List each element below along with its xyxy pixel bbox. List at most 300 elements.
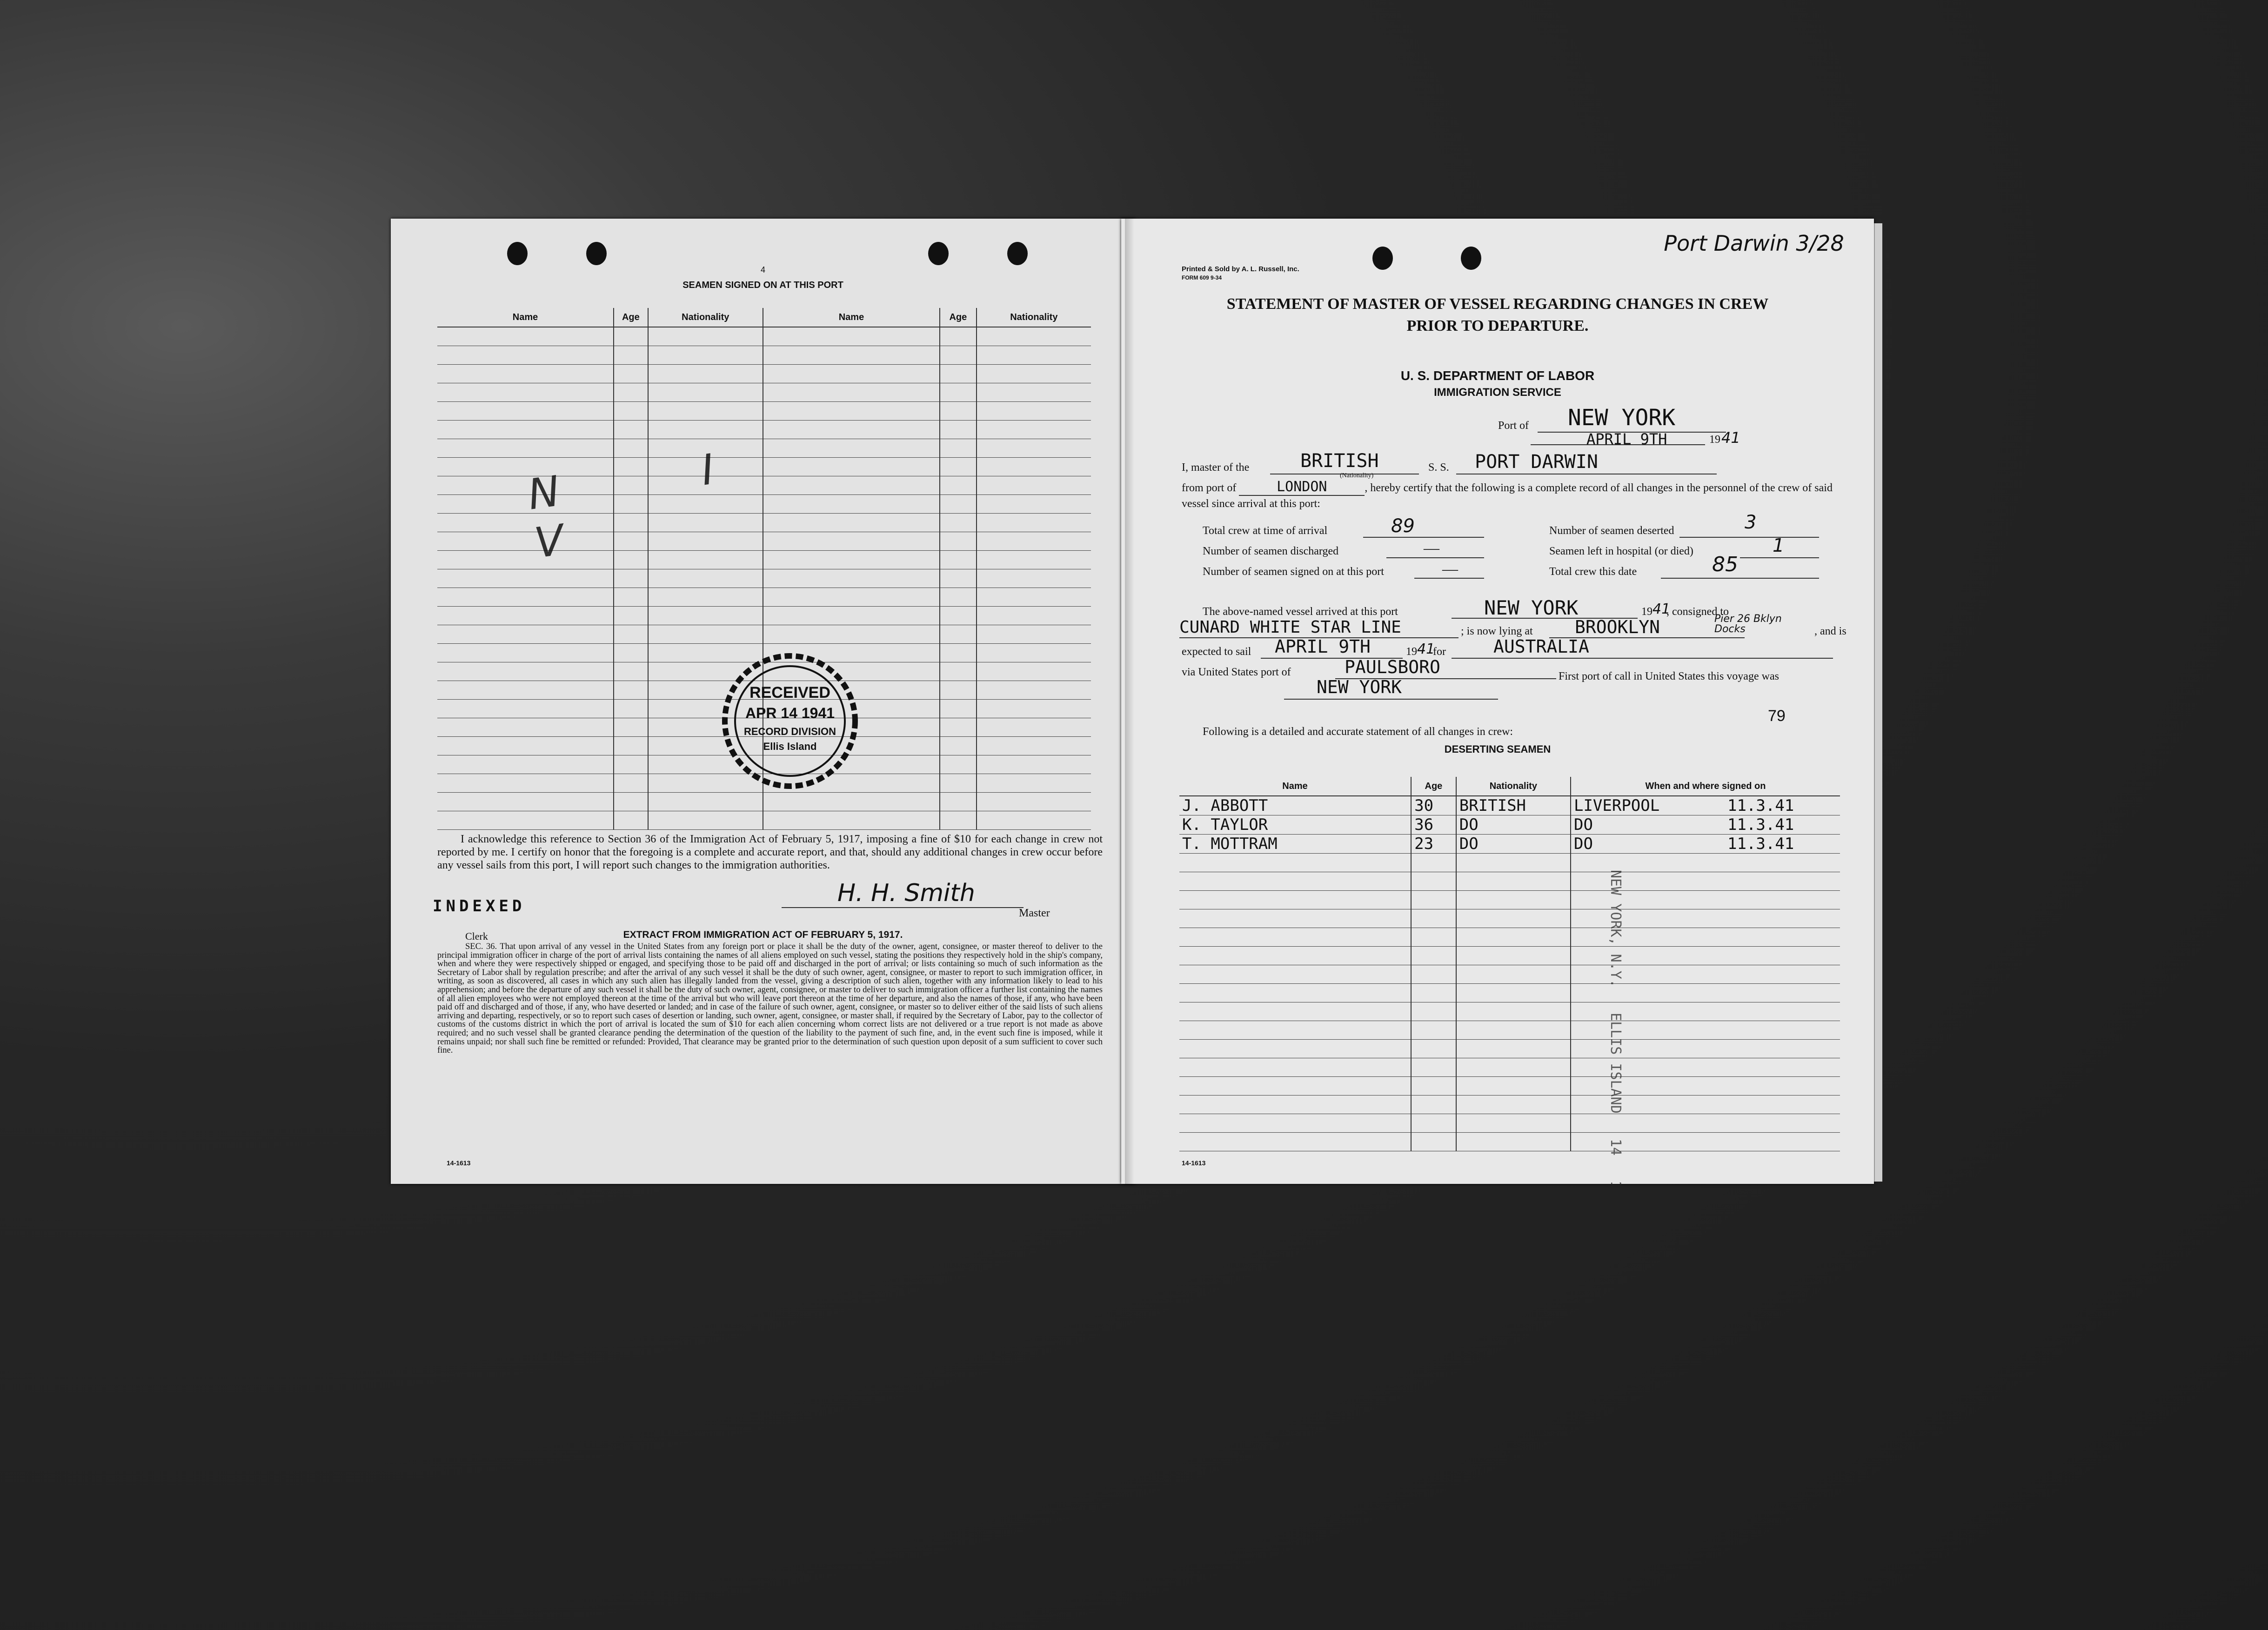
table-row: [1179, 1096, 1840, 1114]
hospital-label: Seamen left in hospital (or died): [1549, 545, 1693, 557]
table-cell: [977, 774, 1091, 793]
table-cell: [648, 625, 763, 644]
table-row: [1179, 1040, 1840, 1058]
cell-nationality: [1456, 947, 1571, 965]
table-row: [437, 383, 1091, 402]
table-cell: [437, 811, 614, 830]
table-cell: [977, 365, 1091, 383]
table-cell: [940, 700, 977, 718]
table-row: [437, 588, 1091, 607]
table-row: [437, 327, 1091, 346]
cell-age: [1411, 947, 1456, 965]
table-cell: [614, 365, 648, 383]
table-row: [1179, 854, 1840, 872]
cell-age: [1411, 1021, 1456, 1040]
table-row: [1179, 872, 1840, 891]
table-cell: [437, 439, 614, 458]
total-arrival-label: Total crew at time of arrival: [1203, 525, 1328, 537]
sail-year: 41: [1417, 641, 1435, 657]
col-nationality: Nationality: [1456, 777, 1571, 796]
cell-nationality: [1456, 1133, 1571, 1151]
col-when-where: When and where signed on: [1571, 777, 1840, 796]
table-row: [437, 365, 1091, 383]
first-call-label: First port of call in United States this voyage was: [1559, 670, 1779, 682]
table-cell: [437, 700, 614, 718]
table-cell: [614, 402, 648, 421]
year-prefix: 19: [1709, 434, 1720, 446]
table-cell: [437, 607, 614, 625]
arrived-year: 41: [1652, 601, 1671, 617]
page-number: 4: [761, 265, 766, 274]
cell-nationality: [1456, 1096, 1571, 1114]
table-row: [1179, 796, 1840, 815]
table-cell: [437, 625, 614, 644]
table-cell: [648, 365, 763, 383]
cell-age: [1411, 965, 1456, 984]
year-value: 41: [1721, 429, 1740, 447]
table-cell: [940, 607, 977, 625]
arrived-label: The above-named vessel arrived at this port: [1203, 606, 1398, 618]
page-edge: [1874, 223, 1882, 1182]
punch-hole: [507, 242, 528, 265]
service: IMMIGRATION SERVICE: [1434, 386, 1561, 399]
signed-on-place: LIVERPOOL: [1573, 796, 1660, 815]
cell-name: [1179, 1096, 1411, 1114]
acknowledgement-text: I acknowledge this reference to Section 36 of the Immigration Act of February 5, 1917, imposing a fine of $10 for each change in crew not reported by me. I certify on honor that the foregoing is a complete and accurate report, and that, should any additional changes in crew occur before any vessel sails from this port, I will report such changes to the immigration authorities.: [437, 833, 1103, 871]
table-row: [437, 421, 1091, 439]
cell-age: [1411, 891, 1456, 909]
table-cell: [977, 755, 1091, 774]
cell-name: T. MOTTRAM: [1179, 835, 1411, 854]
nationality-value: BRITISH: [1300, 450, 1379, 472]
master-label: Master: [1019, 907, 1050, 919]
via-port: PAULSBORO: [1345, 657, 1440, 677]
col-age: Age: [1411, 777, 1456, 796]
table-cell: [977, 644, 1091, 662]
cell-nationality: [1456, 965, 1571, 984]
cell-nationality: [1456, 1002, 1571, 1021]
table-cell: [437, 793, 614, 811]
table-cell: [940, 625, 977, 644]
table-cell: [977, 625, 1091, 644]
table-cell: [614, 700, 648, 718]
signed-on-date: 11.3.41: [1727, 815, 1794, 834]
cell-when-where: [1571, 815, 1840, 835]
right-page: [1121, 219, 1874, 1223]
from-port-label: from port of: [1182, 482, 1237, 494]
table-cell: [977, 662, 1091, 681]
table-row: [437, 607, 1091, 625]
table-row: [437, 793, 1091, 811]
table-cell: [437, 383, 614, 402]
cell-name: [1179, 854, 1411, 872]
discharged-value: —: [1424, 540, 1439, 557]
table-cell: [940, 327, 977, 346]
for-label: for: [1433, 646, 1446, 658]
cell-nationality: [1456, 1021, 1571, 1040]
table-cell: [763, 383, 940, 402]
table-cell: [977, 421, 1091, 439]
table-cell: [614, 737, 648, 755]
cell-name: [1179, 909, 1411, 928]
table-cell: [614, 421, 648, 439]
table-cell: [940, 346, 977, 365]
table-cell: [977, 793, 1091, 811]
table-cell: [763, 532, 940, 551]
sail-year-prefix: 19: [1406, 646, 1417, 658]
table-cell: [437, 644, 614, 662]
signed-on-date: 11.3.41: [1727, 796, 1794, 815]
deserted-value: 3: [1745, 512, 1757, 533]
table-cell: [763, 551, 940, 569]
cell-age: [1411, 872, 1456, 891]
table-cell: [437, 588, 614, 607]
table-cell: [614, 383, 648, 402]
col-age: Age: [614, 308, 648, 327]
consigned-label: , consigned to: [1666, 606, 1729, 618]
table-cell: [763, 402, 940, 421]
table-cell: [940, 737, 977, 755]
table-cell: [977, 458, 1091, 476]
certify-text: , hereby certify that the following is a complete record of all changes in the personnel of the crew of said vessel since arrival at this port:: [1182, 482, 1833, 510]
table-cell: [614, 774, 648, 793]
table-row: [1179, 1021, 1840, 1040]
corner-note: Port Darwin 3/28: [1664, 231, 1844, 256]
cell-age: [1411, 1096, 1456, 1114]
cell-age: 36: [1411, 815, 1456, 835]
cell-nationality: [1456, 928, 1571, 947]
cell-name: [1179, 928, 1411, 947]
table-cell: [940, 421, 977, 439]
cell-name: [1179, 1021, 1411, 1040]
deserted-label: Number of seamen deserted: [1549, 525, 1674, 537]
table-cell: [940, 495, 977, 514]
table-row: [437, 569, 1091, 588]
cell-age: [1411, 854, 1456, 872]
cell-nationality: [1456, 872, 1571, 891]
signed-on-date: 11.3.41: [1727, 835, 1794, 853]
cell-name: [1179, 984, 1411, 1002]
table-cell: [940, 793, 977, 811]
table-row: [1179, 891, 1840, 909]
table-row: [1179, 1133, 1840, 1151]
table-cell: [614, 681, 648, 700]
table-cell: [940, 774, 977, 793]
table-cell: [763, 607, 940, 625]
col-nationality: Nationality: [648, 308, 763, 327]
table-cell: [977, 811, 1091, 830]
cell-age: [1411, 928, 1456, 947]
port-value: NEW YORK: [1568, 405, 1676, 431]
table-cell: [614, 793, 648, 811]
hospital-value: 1: [1773, 535, 1785, 556]
table-row: [437, 346, 1091, 365]
statement-subtitle: PRIOR TO DEPARTURE.: [1406, 317, 1589, 334]
table-cell: [437, 365, 614, 383]
col-nationality: Nationality: [977, 308, 1091, 327]
cell-name: [1179, 1114, 1411, 1133]
cell-nationality: [1456, 1040, 1571, 1058]
expected-label: expected to sail: [1182, 646, 1251, 658]
lying-value: BROOKLYN: [1575, 617, 1660, 637]
table-cell: [614, 644, 648, 662]
cell-name: [1179, 891, 1411, 909]
table-cell: [763, 346, 940, 365]
extract-title: EXTRACT FROM IMMIGRATION ACT OF FEBRUARY 5, 1917.: [623, 929, 903, 940]
table-cell: [940, 681, 977, 700]
table-row: [1179, 947, 1840, 965]
table-row: [1179, 909, 1840, 928]
page-fold: [1125, 219, 1134, 1184]
table-cell: [763, 811, 940, 830]
cell-age: 23: [1411, 835, 1456, 854]
table-cell: [648, 551, 763, 569]
table-cell: [614, 811, 648, 830]
table-cell: [614, 327, 648, 346]
cell-age: [1411, 1133, 1456, 1151]
punch-hole: [1007, 242, 1028, 265]
table-cell: [437, 662, 614, 681]
cell-when-where: [1571, 796, 1840, 815]
table-cell: [940, 383, 977, 402]
col-age: Age: [940, 308, 977, 327]
cell-nationality: [1456, 891, 1571, 909]
table-cell: [437, 421, 614, 439]
printer-line: Printed & Sold by A. L. Russell, Inc.: [1182, 265, 1299, 273]
first-call-value: NEW YORK: [1317, 677, 1402, 697]
cell-name: [1179, 947, 1411, 965]
extract-text: SEC. 36. That upon arrival of any vessel in the United States from any foreign port or place it shall be the duty of the owner, agent, consignee, or master thereof to deliver to the principal immigration officer in charge of the port of arrival lists containing the names of all aliens employed on such vessel, stating the positions they respectively hold in the ship's company, when and where they were respectively shipped or engaged, and specifying those to be paid off and discharged in the port of arrival; or lists containing so much of such information as the Secretary of Labor shall by regulation prescribe; and after the arrival of any such vessel it shall be the duty of such owner, agent, consignee, or master to report to such immigration officer, in writing, as soon as discovered, all cases in which any such alien has illegally landed from the vessel, giving a description of such alien, together with any information likely to lead to his apprehension; and before the departure of any such vessel it shall be the duty of such owner, agent, consignee, or master to deliver to such immigration officer a further list containing the names of all alien employees who were not employed thereon at the time of the arrival but who will leave port thereon at the time of her departure, and also the names of those, if any, who have been paid off and discharged and of those, if any, who have deserted or landed; and in case of the failure of such owner, agent, consignee, or master so to deliver either of the said lists of such aliens arriving and departing, respectively, or so to report such cases of desertion or landing, such owner, agent, consignee, or master shall, if required by the Secretary of Labor, pay to the collector of customs of the customs district in which the port of arrival is located the sum of $10 for each alien concerning whom correct lists are not delivered or a true report is not made as above required; and no such vessel shall be granted clearance pending the determination of the question of the liability to the payment of such fine, and, in the event such fine is imposed, while it remains unpaid; nor shall such fine be remitted or refunded: Provided, That clearance may be granted prior to the determination of such question upon deposit of a sum sufficient to cover such fine.: [437, 942, 1103, 1055]
table-cell: [940, 662, 977, 681]
consignee: CUNARD WHITE STAR LINE: [1179, 618, 1401, 637]
stamp-location: Ellis Island: [763, 741, 817, 752]
table-cell: [940, 365, 977, 383]
cell-name: [1179, 1077, 1411, 1096]
cell-name: J. ABBOTT: [1179, 796, 1411, 815]
table-cell: [977, 700, 1091, 718]
table-cell: [940, 439, 977, 458]
table-cell: [614, 346, 648, 365]
table-cell: [940, 644, 977, 662]
cell-when-where: [1571, 854, 1840, 872]
cell-nationality: [1456, 1077, 1571, 1096]
cell-name: [1179, 1002, 1411, 1021]
table-row: [1179, 1114, 1840, 1133]
report-date: APRIL 9TH: [1586, 430, 1667, 448]
cell-nationality: [1456, 1114, 1571, 1133]
arrived-year-prefix: 19: [1641, 606, 1652, 618]
destination: AUSTRALIA: [1493, 636, 1589, 657]
table-cell: [977, 346, 1091, 365]
table-cell: [648, 588, 763, 607]
table-row: [437, 402, 1091, 421]
table-cell: [437, 737, 614, 755]
table-cell: [940, 532, 977, 551]
ss-label: S. S.: [1428, 461, 1449, 474]
table-cell: [437, 402, 614, 421]
table-cell: [977, 495, 1091, 514]
table-row: [1179, 1002, 1840, 1021]
stamp-division: RECORD DIVISION: [743, 726, 836, 737]
cell-name: [1179, 1040, 1411, 1058]
table-cell: [977, 681, 1091, 700]
cell-age: [1411, 984, 1456, 1002]
table-cell: [614, 588, 648, 607]
cell-age: [1411, 1002, 1456, 1021]
table-cell: [977, 551, 1091, 569]
indexed-stamp: INDEXED: [433, 897, 526, 915]
page-title: SEAMEN SIGNED ON AT THIS PORT: [682, 280, 843, 290]
table-cell: [648, 569, 763, 588]
cell-age: [1411, 1058, 1456, 1077]
table-cell: [437, 755, 614, 774]
table-cell: [648, 607, 763, 625]
table-cell: [648, 346, 763, 365]
cell-nationality: [1456, 854, 1571, 872]
table-row: [1179, 835, 1840, 854]
lying-label: ; is now lying at: [1461, 625, 1533, 637]
table-row: [437, 551, 1091, 569]
table-row: [1179, 1077, 1840, 1096]
table-row: [1179, 815, 1840, 835]
cell-name: [1179, 965, 1411, 984]
punch-hole: [1461, 247, 1481, 270]
table-cell: [977, 327, 1091, 346]
table-cell: [437, 346, 614, 365]
table-cell: [940, 402, 977, 421]
cell-nationality: DO: [1456, 835, 1571, 854]
total-arrival-value: 89: [1391, 515, 1415, 537]
signed-on-value: —: [1442, 561, 1458, 578]
table-cell: [614, 569, 648, 588]
cell-name: [1179, 1058, 1411, 1077]
clerk-label: Clerk: [465, 930, 488, 942]
table-cell: [437, 569, 614, 588]
table-cell: [940, 755, 977, 774]
table-cell: [648, 811, 763, 830]
cell-name: [1179, 1133, 1411, 1151]
cell-nationality: DO: [1456, 815, 1571, 835]
table-cell: [940, 588, 977, 607]
table-cell: [648, 383, 763, 402]
cell-nationality: [1456, 984, 1571, 1002]
table-cell: [763, 365, 940, 383]
cell-nationality: [1456, 909, 1571, 928]
master-of-label: I, master of the: [1182, 461, 1250, 474]
signed-on-place: DO: [1573, 815, 1593, 834]
nationality-caption: (Nationality): [1340, 472, 1374, 479]
stamp-received: RECEIVED: [749, 684, 830, 701]
table-cell: [648, 793, 763, 811]
table-cell: [763, 327, 940, 346]
total-date-value: 85: [1712, 553, 1738, 576]
table-cell: [977, 737, 1091, 755]
punch-hole: [1372, 247, 1393, 270]
table-cell: [763, 588, 940, 607]
table-cell: [940, 514, 977, 532]
cell-nationality: BRITISH: [1456, 796, 1571, 815]
punch-hole: [928, 242, 949, 265]
table-cell: [977, 607, 1091, 625]
punch-hole: [586, 242, 607, 265]
table-cell: [648, 421, 763, 439]
from-port-paragraph: [1182, 479, 1842, 512]
sail-date: APRIL 9TH: [1275, 636, 1371, 657]
side-number: 79: [1768, 707, 1786, 725]
signed-on-label: Number of seamen signed on at this port: [1203, 566, 1384, 578]
table-cell: [614, 625, 648, 644]
department: U. S. DEPARTMENT OF LABOR: [1400, 368, 1595, 383]
vertical-received-stamp: NEW YORK, N.Y. ELLIS ISLAND 14 10 02: [1607, 870, 1624, 1223]
received-stamp: [720, 651, 860, 791]
table-row: [1179, 984, 1840, 1002]
table-cell: [437, 681, 614, 700]
table-cell: [940, 811, 977, 830]
table-cell: [977, 718, 1091, 737]
table-cell: [940, 718, 977, 737]
cell-name: [1179, 872, 1411, 891]
table-cell: [437, 718, 614, 737]
master-signature: H. H. Smith: [837, 879, 975, 907]
total-date-label: Total crew this date: [1549, 566, 1637, 578]
table-cell: [763, 625, 940, 644]
table-cell: [977, 476, 1091, 495]
discharged-label: Number of seamen discharged: [1203, 545, 1339, 557]
table-cell: [977, 569, 1091, 588]
table-row: [1179, 965, 1840, 984]
arrived-port: NEW YORK: [1484, 596, 1579, 619]
table-cell: [940, 551, 977, 569]
signed-on-place: DO: [1573, 835, 1593, 853]
cell-when-where: [1571, 835, 1840, 854]
col-name: Name: [763, 308, 940, 327]
port-label: Port of: [1498, 420, 1529, 432]
cell-age: [1411, 1040, 1456, 1058]
left-page: [391, 219, 1135, 1184]
stamp-date: APR 14 1941: [745, 705, 835, 721]
cell-age: [1411, 909, 1456, 928]
table-cell: [614, 718, 648, 737]
col-name: Name: [437, 308, 614, 327]
table-cell: [614, 607, 648, 625]
table-cell: [977, 439, 1091, 458]
table-cell: [763, 569, 940, 588]
cell-age: [1411, 1077, 1456, 1096]
table-cell: [940, 476, 977, 495]
ship-name: PORT DARWIN: [1475, 451, 1598, 473]
pier-note: Pier 26 Bklyn Docks: [1714, 613, 1782, 635]
cell-age: 30: [1411, 796, 1456, 815]
form-code: 14-1613: [447, 1159, 471, 1167]
cell-name: K. TAYLOR: [1179, 815, 1411, 835]
table-row: [437, 625, 1091, 644]
section-title: DESERTING SEAMEN: [1444, 743, 1551, 755]
table-cell: [437, 327, 614, 346]
table-cell: [977, 588, 1091, 607]
table-cell: [977, 514, 1091, 532]
col-name: Name: [1179, 777, 1411, 796]
from-port-value: LONDON: [1239, 479, 1365, 496]
cell-nationality: [1456, 1058, 1571, 1077]
table-row: [437, 811, 1091, 830]
form-number: FORM 609 9-34: [1182, 274, 1222, 281]
table-cell: [977, 402, 1091, 421]
and-is-label: , and is: [1814, 625, 1847, 637]
table-cell: [614, 755, 648, 774]
table-cell: [763, 793, 940, 811]
form-code: 14-1613: [1182, 1159, 1206, 1167]
statement-title: STATEMENT OF MASTER OF VESSEL REGARDING CHANGES IN CREW: [1226, 295, 1769, 313]
